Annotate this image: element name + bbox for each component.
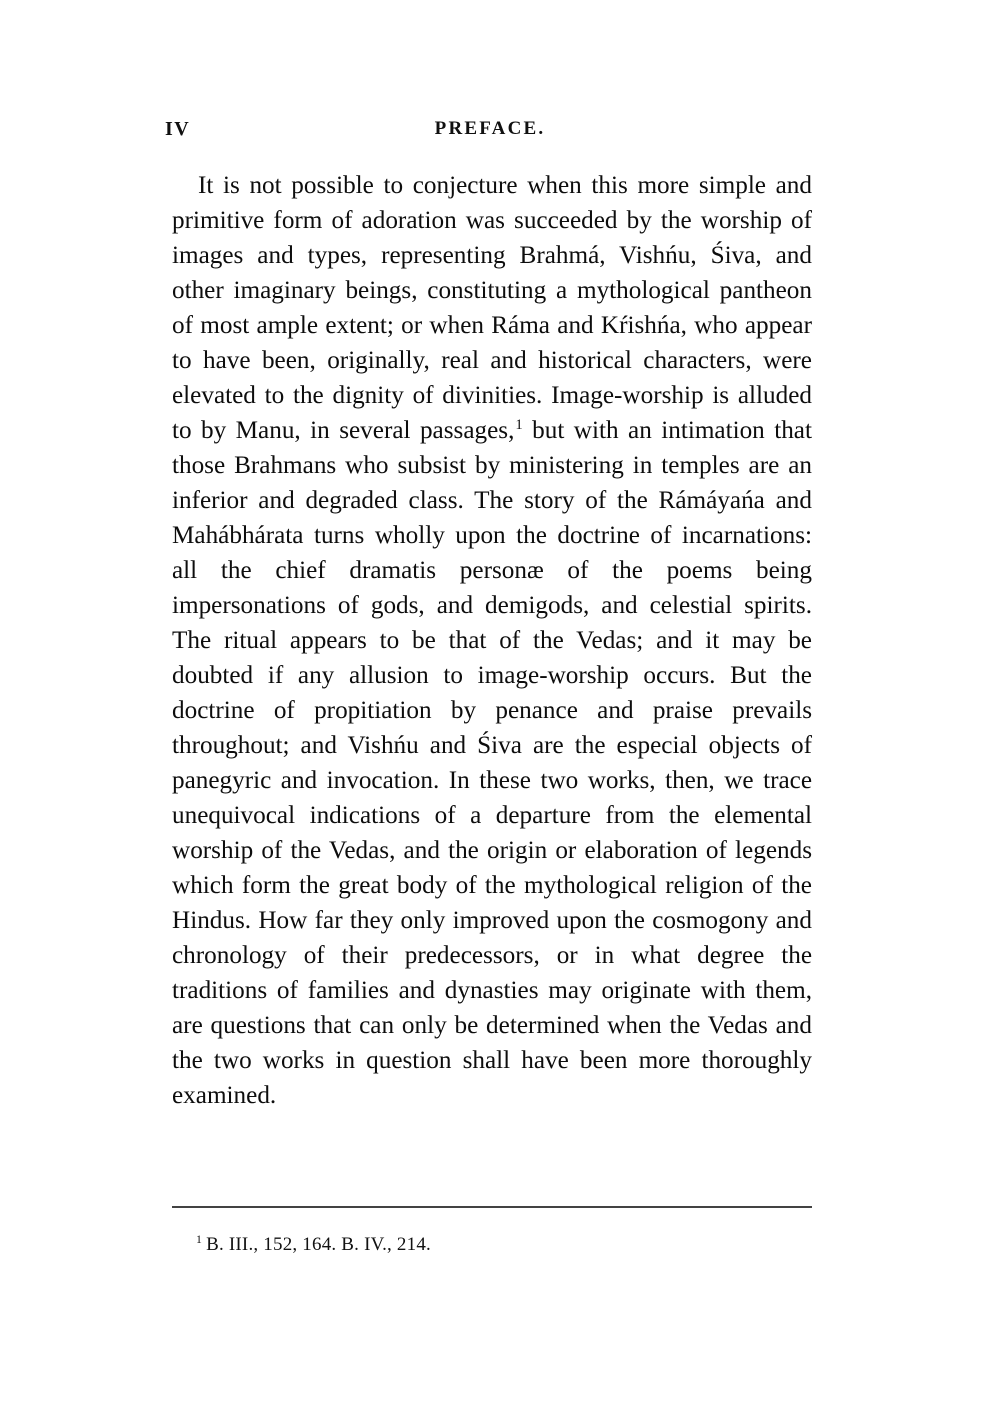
running-head-title: PREFACE. bbox=[434, 118, 546, 139]
paragraph-text-before-footnote: It is not possible to conjecture when this more simple and primitive form of adoration was succeeded by the worship of images and types, representing Brahmá, Vishńu, Śiva, and other imaginary beings, constituting a mythological pantheon of most ample extent; or when Ráma and Kŕishńa, who appear to have been, originally, real and historical characters, were elevated to the dignity of divinities. Image-worship is alluded to by Manu, in several passages, bbox=[172, 172, 812, 444]
footnote bbox=[172, 1232, 812, 1257]
footnote-reference-marker[interactable]: 1 bbox=[515, 416, 523, 433]
footnote-text: B. III., 152, 164. B. IV., 214. bbox=[206, 1234, 431, 1255]
footnote-separator-rule bbox=[172, 1206, 812, 1208]
paragraph-text-after-footnote: but with an intimation that those Brahmans who subsist by ministering in temples are an inferior and degraded class. The story of the Rámáyańa and Mahábhárata turns wholly upon the doctrine of incarnations: all the chief dramatis personæ of the poems being impersonations of gods, and demigods, and celestial spirits. The ritual appears to be that of the Vedas; and it may be doubted if any allusion to image-worship occurs. But the doctrine of propitiation by penance and praise prevails throughout; and Vishńu and Śiva are the especial objects of panegyric and invocation. In these two works, then, we trace unequivocal indications of a departure from the elemental worship of the Vedas, and the origin or elaboration of legends which form the great body of the mythological religion of the Hindus. How far they only improved upon the cosmogony and chronology of their predecessors, or in what degree the traditions of families and dynasties may originate with them, are questions that can only be determined when the Vedas and the two works in question shall have been more thoroughly examined. bbox=[172, 417, 812, 1109]
body-text-block bbox=[172, 168, 812, 1113]
running-head bbox=[165, 118, 815, 144]
page-folio-number: IV bbox=[165, 118, 191, 140]
body-paragraph bbox=[172, 168, 812, 1113]
footnote-marker: 1 bbox=[196, 1232, 203, 1246]
